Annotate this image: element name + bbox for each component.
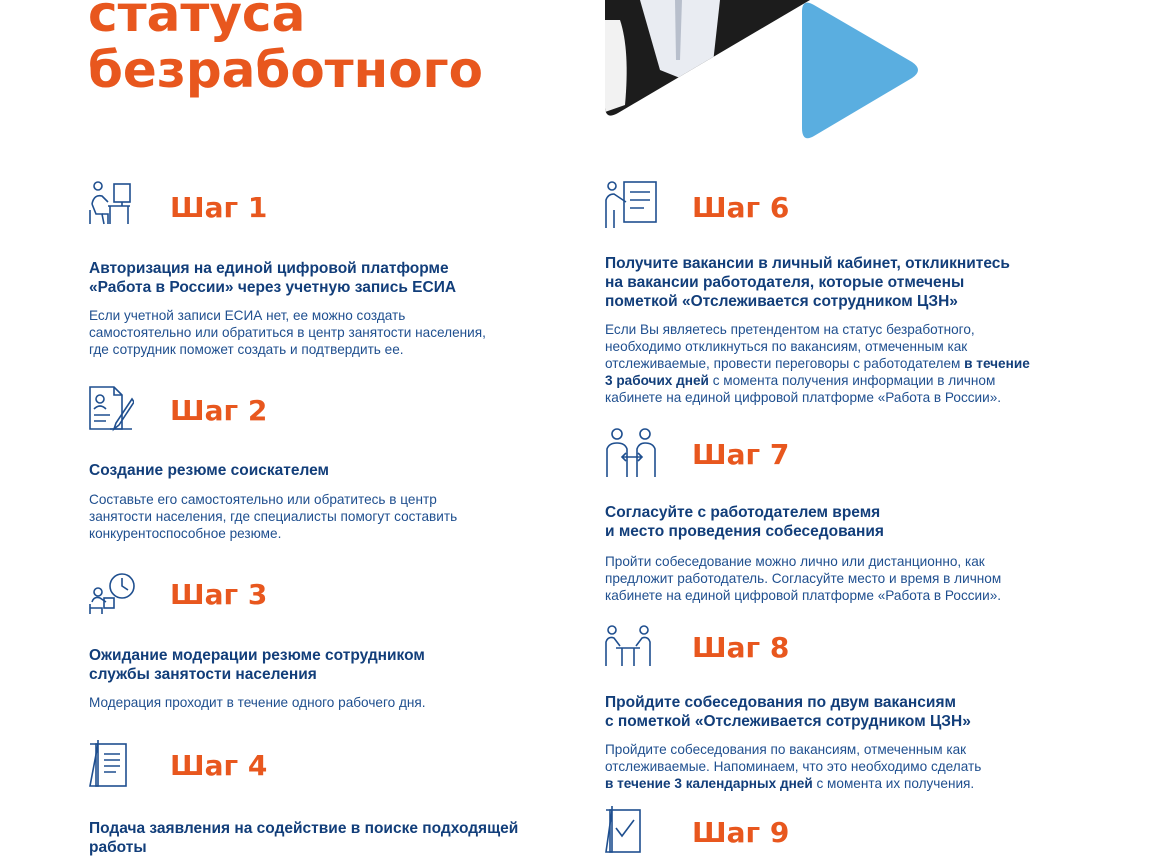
step-4-label: Шаг 4 <box>170 749 268 782</box>
step-9-label: Шаг 9 <box>692 816 790 849</box>
step-3-text: Модерация проходит в течение одного рабочего дня. <box>89 695 426 710</box>
step-1-label: Шаг 1 <box>170 191 268 224</box>
presenter-board-icon <box>604 180 660 230</box>
page-title <box>88 0 608 98</box>
step-1-text: Если учетной записи ЕСИА нет, ее можно создать самостоятельно или обратиться в центр занятости населения, где сотрудник поможет создать и подтвердить ее. <box>89 308 486 357</box>
waiting-clock-icon <box>88 570 138 620</box>
resume-document-icon <box>88 385 134 435</box>
step-1-heading: Авторизация на единой цифровой платформе «Работа в России» через учетную запись ЕСИА <box>89 260 457 296</box>
step-3-heading: Ожидание модерации резюме сотрудником службы занятости населения <box>89 647 425 683</box>
step-2-heading: Создание резюме соискателем <box>89 462 330 479</box>
step-7-heading: Согласуйте с работодателем время и место проведения собеседования <box>605 504 884 540</box>
two-people-agreement-icon <box>604 427 660 477</box>
step-6-heading: Получите вакансии в личный кабинет, откликнитесь на вакансии работодателя, которые отмечены пометкой «Отслеживается сотрудником ЦЗН» <box>605 255 1010 310</box>
step-6-label: Шаг 6 <box>692 191 790 224</box>
step-3-label: Шаг 3 <box>170 578 268 611</box>
worker-at-computer-icon <box>88 180 134 230</box>
step-2-label: Шаг 2 <box>170 394 268 427</box>
title-line-1: статуса <box>88 0 306 43</box>
hero-photo <box>600 0 930 145</box>
step-8-heading: Пройдите собеседования по двум вакансиям с пометкой «Отслеживается сотрудником ЦЗН» <box>605 694 971 730</box>
title-line-2: безработного <box>88 41 484 99</box>
step-8-text: Пройдите собеседования по вакансиям, отмеченным как отслеживаемые. Напоминаем, что это необходимо сделать в течение 3 календарных дней с момента их получения. <box>605 742 982 791</box>
step-8-label: Шаг 8 <box>692 631 790 664</box>
step-4-heading: Подача заявления на содействие в поиске подходящей работы <box>89 820 519 856</box>
step-7-label: Шаг 7 <box>692 438 790 471</box>
step-7-text: Пройти собеседование можно лично или дистанционно, как предложит работодатель. Согласуйте место и время в личном кабинете на единой цифровой платформе «Работа в России». <box>605 554 1002 603</box>
step-6-text: Если Вы являетесь претендентом на статус безработного, необходимо откликнуться по вакансиям, отмеченным как отслеживаемые, провести переговоры с работодателем в течение 3 рабочих дней с момента получения информации в личном кабинете на единой цифровой платформе «Работа в России». <box>605 322 1030 405</box>
application-clipboard-icon <box>88 740 134 790</box>
step-2-text: Составьте его самостоятельно или обратитесь в центр занятости населения, где специалисты помогут составить конкурентоспособное резюме. <box>89 492 458 541</box>
checklist-clipboard-icon <box>604 806 650 856</box>
interview-table-icon <box>604 622 654 672</box>
